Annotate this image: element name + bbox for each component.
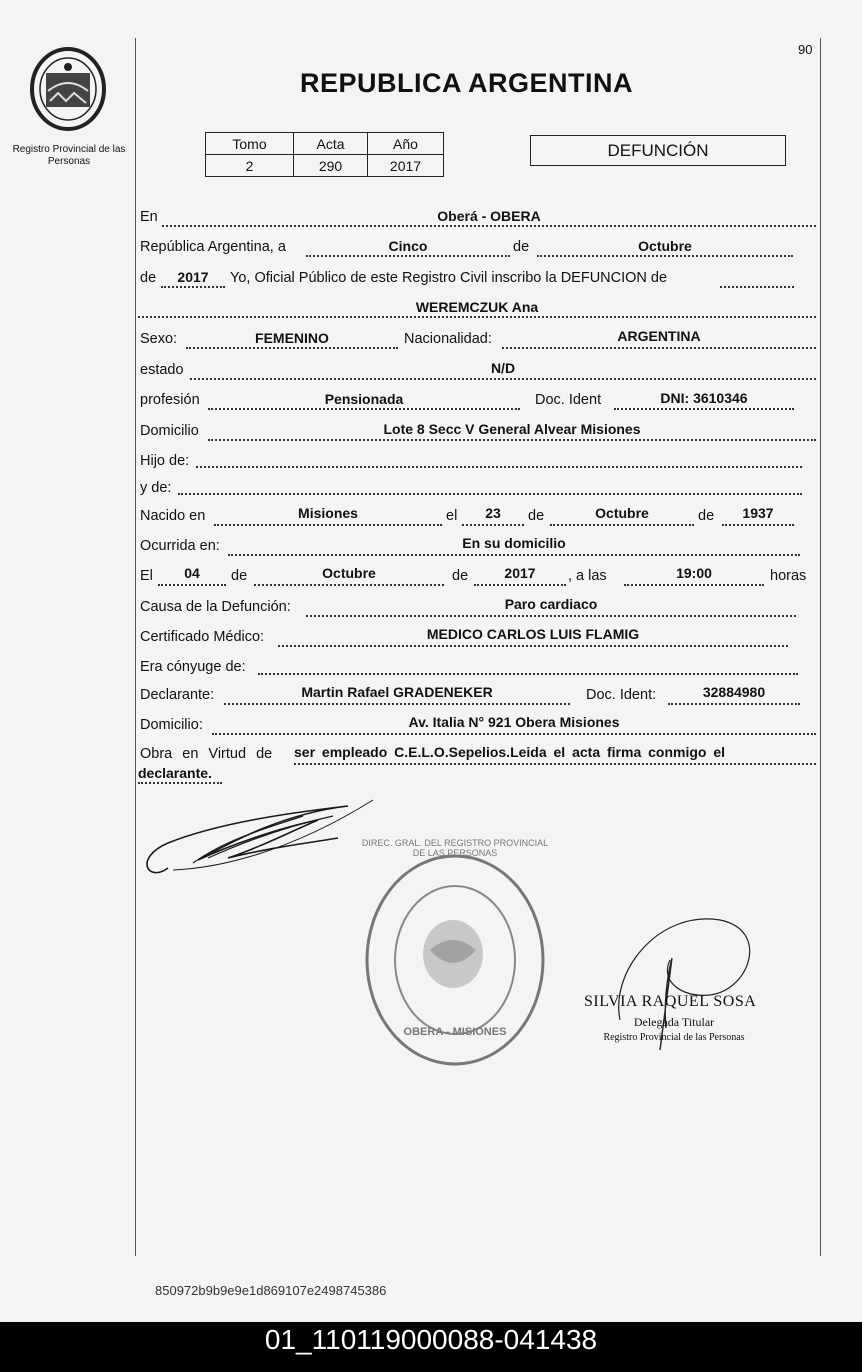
dotted-line <box>502 347 816 349</box>
document-type-box: DEFUNCIÓN <box>530 135 786 166</box>
stamp-city: OBERA - MISIONES <box>403 1026 507 1038</box>
value-birth-place: Misiones <box>298 505 358 521</box>
dotted-line <box>214 524 442 526</box>
label-nacionalidad: Nacionalidad: <box>404 331 492 347</box>
label-horas: horas <box>770 568 807 584</box>
dotted-line <box>537 255 793 257</box>
dotted-line <box>224 703 570 705</box>
stamp-text: DIREC. GRAL. DEL REGISTRO PROVINCIAL DE LAS PERSONAS <box>361 838 549 858</box>
value-sex: FEMENINO <box>255 330 329 346</box>
value-death-place: En su domicilio <box>462 535 566 551</box>
dotted-line <box>306 615 796 617</box>
dotted-line <box>624 584 764 586</box>
dotted-line <box>212 733 816 735</box>
record-header-acta: Acta <box>294 133 368 155</box>
dotted-line <box>208 439 816 441</box>
dotted-line <box>278 645 788 647</box>
record-header-anio: Año <box>368 133 444 155</box>
value-address: Lote 8 Secc V General Alvear Misiones <box>383 421 641 437</box>
signatory-name: SILVIA RAQUEL SOSA <box>584 993 757 1010</box>
value-doctor: MEDICO CARLOS LUIS FLAMIG <box>426 626 640 642</box>
value-month: Octubre <box>638 238 692 254</box>
value-cause: Paro cardiaco <box>504 596 598 612</box>
label-certificado: Certificado Médico: <box>140 629 265 645</box>
value-death-month: Octubre <box>322 565 376 581</box>
value-day-words: Cinco <box>388 238 428 254</box>
record-table <box>205 132 444 177</box>
dotted-line <box>614 408 794 410</box>
label-doc-ident: Doc. Ident <box>535 392 602 408</box>
label-domicilio-declarant: Domicilio: <box>140 717 203 733</box>
record-value-anio: 2017 <box>368 155 444 177</box>
label-estado: estado <box>140 362 184 378</box>
label-causa: Causa de la Defunción: <box>140 599 291 615</box>
value-nationality: ARGENTINA <box>617 328 701 344</box>
dotted-line <box>668 703 800 705</box>
label-nacido: Nacido en <box>140 508 206 524</box>
dotted-line <box>161 286 225 288</box>
value-declarant: Martin Rafael GRADENEKER <box>301 684 493 700</box>
dotted-line <box>294 763 816 765</box>
value-declarant-id: 32884980 <box>702 684 766 700</box>
label-republica: República Argentina, a <box>140 239 286 255</box>
dotted-line <box>158 584 226 586</box>
label-en: En <box>140 209 158 225</box>
dotted-line <box>720 286 794 288</box>
value-death-day: 04 <box>184 565 200 581</box>
page-number: 90 <box>798 42 813 57</box>
page-title: REPUBLICA ARGENTINA <box>300 68 633 98</box>
label-doc-ident-declarant: Doc. Ident: <box>586 687 657 703</box>
label-obra: Obra en Virtud de <box>140 746 273 762</box>
declarant-signature <box>138 798 378 888</box>
value-virtue-line2: declarante. <box>138 765 212 781</box>
value-place: Oberá - OBERA <box>437 208 541 224</box>
dotted-line <box>722 524 794 526</box>
value-birth-day: 23 <box>485 505 501 521</box>
dotted-line <box>462 524 524 526</box>
label-de: de <box>513 239 530 255</box>
dotted-line <box>254 584 444 586</box>
dotted-line <box>258 673 798 675</box>
record-value-tomo: 2 <box>206 155 294 177</box>
dotted-line <box>190 378 816 380</box>
label-a-las: , a las <box>568 568 607 584</box>
signatory-org: Registro Provincial de las Personas <box>603 1032 745 1043</box>
dotted-line <box>186 347 398 349</box>
value-declarant-address: Av. Italia N° 921 Obera Misiones <box>408 714 620 730</box>
dotted-line <box>208 408 520 410</box>
value-deceased-name: WEREMCZUK Ana <box>415 299 539 315</box>
document-hash: 850972b9b9e9e1d869107e2498745386 <box>155 1283 387 1298</box>
label-domicilio: Domicilio <box>140 423 199 439</box>
value-year: 2017 <box>177 269 209 285</box>
label-el: el <box>446 508 458 524</box>
label-de-death-year: de <box>452 568 469 584</box>
value-death-time: 19:00 <box>676 565 712 581</box>
value-civil-status: N/D <box>490 360 516 376</box>
left-margin-rule <box>135 38 136 1256</box>
dotted-line <box>550 524 694 526</box>
dotted-line <box>196 466 802 468</box>
label-sexo: Sexo: <box>140 331 178 347</box>
dotted-line <box>138 316 816 318</box>
label-profesion: profesión <box>140 392 200 408</box>
label-hijo: Hijo de: <box>140 453 190 469</box>
value-birth-month: Octubre <box>595 505 649 521</box>
value-virtue-line1: ser empleado C.E.L.O.Sepelios.Leida el acta firma conmigo el <box>294 744 726 760</box>
barcode-id: 01_110119000088-041438 <box>264 1324 598 1355</box>
value-document-id: DNI: 3610346 <box>660 390 748 406</box>
dotted-line <box>306 255 510 257</box>
record-value-acta: 290 <box>294 155 368 177</box>
label-de-birth-year: de <box>698 508 715 524</box>
label-yo: Yo, Oficial Público de este Registro Civil inscribo la DEFUNCION de <box>230 270 668 286</box>
label-y-de: y de: <box>140 480 172 496</box>
label-el-date: El <box>140 568 153 584</box>
dotted-line <box>162 225 816 227</box>
registry-label: Registro Provincial de las Personas <box>12 144 126 167</box>
label-declarante: Declarante: <box>140 687 215 703</box>
dotted-line <box>178 493 802 495</box>
label-de-year: de <box>140 270 157 286</box>
value-profession: Pensionada <box>324 391 404 407</box>
label-de-death-month: de <box>231 568 248 584</box>
record-header-tomo: Tomo <box>206 133 294 155</box>
provincial-seal-logo <box>28 45 108 133</box>
dotted-line <box>228 554 800 556</box>
dotted-line <box>138 782 222 784</box>
value-birth-year: 1937 <box>742 505 774 521</box>
right-margin-rule <box>820 38 821 1256</box>
label-ocurrida: Ocurrida en: <box>140 538 220 554</box>
label-conyuge: Era cónyuge de: <box>140 659 246 675</box>
dotted-line <box>474 584 566 586</box>
signatory-title: Delegada Titular <box>633 1015 715 1029</box>
value-death-year: 2017 <box>504 565 536 581</box>
label-de-birth-month: de <box>528 508 545 524</box>
